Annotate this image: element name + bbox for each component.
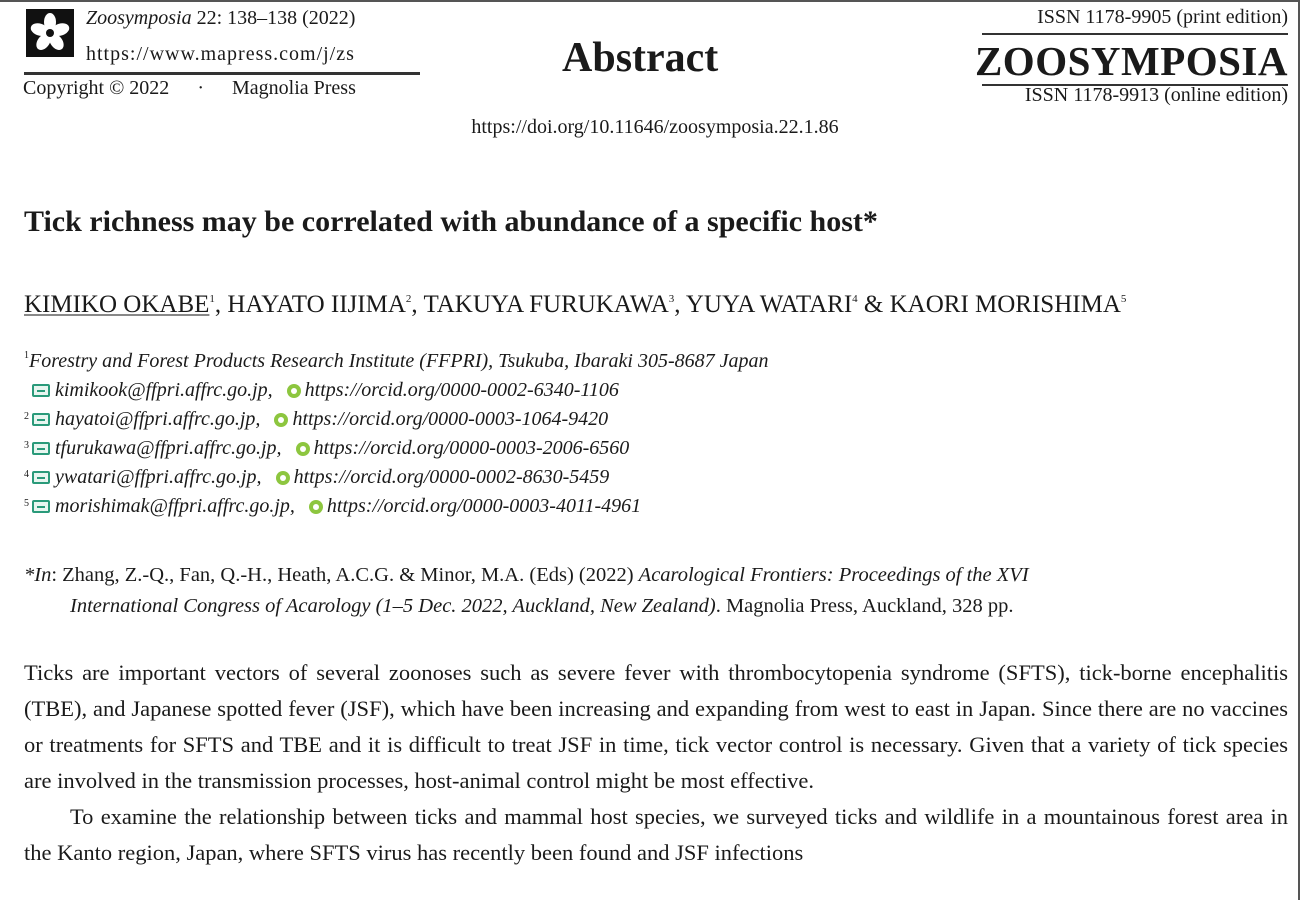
contact-line bbox=[24, 437, 629, 460]
orcid-icon[interactable] bbox=[309, 500, 323, 514]
orcid-icon[interactable] bbox=[274, 413, 288, 427]
contact-email[interactable]: ywatari@ffpri.affrc.go.jp, bbox=[55, 466, 262, 488]
affiliation-number: 1 bbox=[24, 350, 29, 361]
affiliation bbox=[24, 350, 769, 373]
author-name: TAKUYA FURUKAWA bbox=[423, 291, 669, 318]
proceedings-citation bbox=[24, 560, 1288, 622]
author-sep: , bbox=[411, 291, 424, 318]
issn-print: ISSN 1178-9905 (print edition) bbox=[1037, 6, 1288, 28]
journal-name: Zoosymposia bbox=[86, 7, 192, 29]
page-frame-top bbox=[0, 0, 1300, 2]
contact-number: 3 bbox=[24, 440, 29, 451]
author-name[interactable]: KIMIKO OKABE bbox=[24, 291, 210, 318]
copyright-text: Copyright © 2022 bbox=[23, 77, 170, 99]
citation-in: *In bbox=[24, 564, 52, 586]
citation-editors: : Zhang, Z.-Q., Fan, Q.-H., Heath, A.C.G. & Minor, M.A. (Eds) (2022) bbox=[51, 564, 639, 586]
contact-number: 2 bbox=[24, 411, 29, 422]
envelope-icon[interactable] bbox=[32, 384, 50, 397]
contact-email[interactable]: morishimak@ffpri.affrc.go.jp, bbox=[55, 495, 295, 517]
author-sup: 4 bbox=[852, 293, 858, 305]
author-sep: & bbox=[857, 291, 890, 318]
copyright-line bbox=[23, 77, 356, 100]
orcid-icon[interactable] bbox=[287, 384, 301, 398]
author-name: YUYA WATARI bbox=[685, 291, 853, 318]
author-sup: 2 bbox=[405, 293, 412, 305]
contact-email[interactable]: tfurukawa@ffpri.affrc.go.jp, bbox=[55, 437, 282, 459]
author-sup: 5 bbox=[1120, 293, 1127, 305]
author-name: HAYATO IIJIMA bbox=[227, 291, 406, 318]
citation-line-2 bbox=[24, 591, 1288, 622]
journal-title-caps: ZOOSYMPOSIA bbox=[974, 38, 1288, 84]
body-paragraph: Ticks are important vectors of several zoonoses such as severe fever with thrombocytopenia syndrome (SFTS), tick-borne encephalitis (TBE), and Japanese spotted fever (JSF), which have been increasing and expanding from west to east in Japan. Since there are no vaccines or treatments for SFTS and TBE and it is difficult to treat JSF in time, tick vector control is necessary. Given that a variety of tick species are involved in the transmission processes, host-animal control might be most effective. bbox=[24, 660, 1288, 793]
journal-citation-line bbox=[86, 7, 355, 30]
author-sup: 1 bbox=[209, 293, 215, 305]
citation-book-title-cont: International Congress of Acarology (1–5 Dec. 2022, Auckland, New Zealand) bbox=[70, 595, 716, 617]
author-list bbox=[24, 282, 1288, 322]
journal-volume: 22: 138–138 (2022) bbox=[191, 7, 356, 29]
contact-line bbox=[24, 495, 641, 518]
envelope-icon[interactable] bbox=[32, 471, 50, 484]
doi-text[interactable]: https://doi.org/10.11646/zoosymposia.22.1.86 bbox=[471, 116, 839, 138]
publisher-logo bbox=[26, 9, 74, 57]
doi-link bbox=[0, 116, 1300, 139]
citation-book-title: Acarological Frontiers: Proceedings of the XVI bbox=[638, 564, 1029, 586]
contact-orcid[interactable]: https://orcid.org/0000-0003-2006-6560 bbox=[313, 437, 630, 459]
contact-orcid[interactable]: https://orcid.org/0000-0002-6340-1106 bbox=[304, 379, 619, 401]
body-paragraph: To examine the relationship between ticks and mammal host species, we surveyed ticks and wildlife in a mountainous forest area in the Kanto region, Japan, where SFTS virus has recently been found and JSF infections bbox=[24, 804, 1288, 865]
article-title: Tick richness may be correlated with abundance of a specific host* bbox=[24, 205, 878, 238]
contact-email[interactable]: hayatoi@ffpri.affrc.go.jp, bbox=[55, 408, 261, 430]
author-name: KAORI MORISHIMA bbox=[889, 291, 1121, 318]
contact-orcid[interactable]: https://orcid.org/0000-0002-8630-5459 bbox=[293, 466, 610, 488]
envelope-icon[interactable] bbox=[32, 442, 50, 455]
contact-orcid[interactable]: https://orcid.org/0000-0003-4011-4961 bbox=[326, 495, 642, 517]
citation-publisher: . Magnolia Press, Auckland, 328 pp. bbox=[715, 595, 1014, 617]
header-divider-left bbox=[24, 72, 420, 75]
author-sep: , bbox=[214, 291, 228, 318]
author-sep: , bbox=[674, 291, 686, 318]
author-sup: 3 bbox=[668, 293, 675, 305]
journal-url[interactable]: https://www.mapress.com/j/zs bbox=[86, 43, 355, 65]
separator-dot: · bbox=[197, 77, 204, 99]
contact-orcid[interactable]: https://orcid.org/0000-0003-1064-9420 bbox=[292, 408, 609, 430]
orcid-icon[interactable] bbox=[296, 442, 310, 456]
header-divider-right-top bbox=[982, 33, 1288, 35]
contact-line bbox=[24, 466, 609, 489]
affiliation-text: Forestry and Forest Products Research Institute (FFPRI), Tsukuba, Ibaraki 305-8687 Japan bbox=[29, 350, 769, 372]
citation-line-1 bbox=[24, 560, 1288, 591]
contact-number: 4 bbox=[24, 469, 29, 480]
publisher-name: Magnolia Press bbox=[231, 77, 356, 99]
contact-number: 5 bbox=[24, 498, 29, 509]
contact-line bbox=[24, 379, 619, 402]
envelope-icon[interactable] bbox=[32, 413, 50, 426]
abstract-body bbox=[24, 655, 1288, 871]
orcid-icon[interactable] bbox=[276, 471, 290, 485]
issn-online: ISSN 1178-9913 (online edition) bbox=[1024, 84, 1288, 106]
contact-line bbox=[24, 408, 608, 431]
section-label: Abstract bbox=[562, 35, 719, 81]
contact-email[interactable]: kimikook@ffpri.affrc.go.jp, bbox=[55, 379, 273, 401]
envelope-icon[interactable] bbox=[32, 500, 50, 513]
